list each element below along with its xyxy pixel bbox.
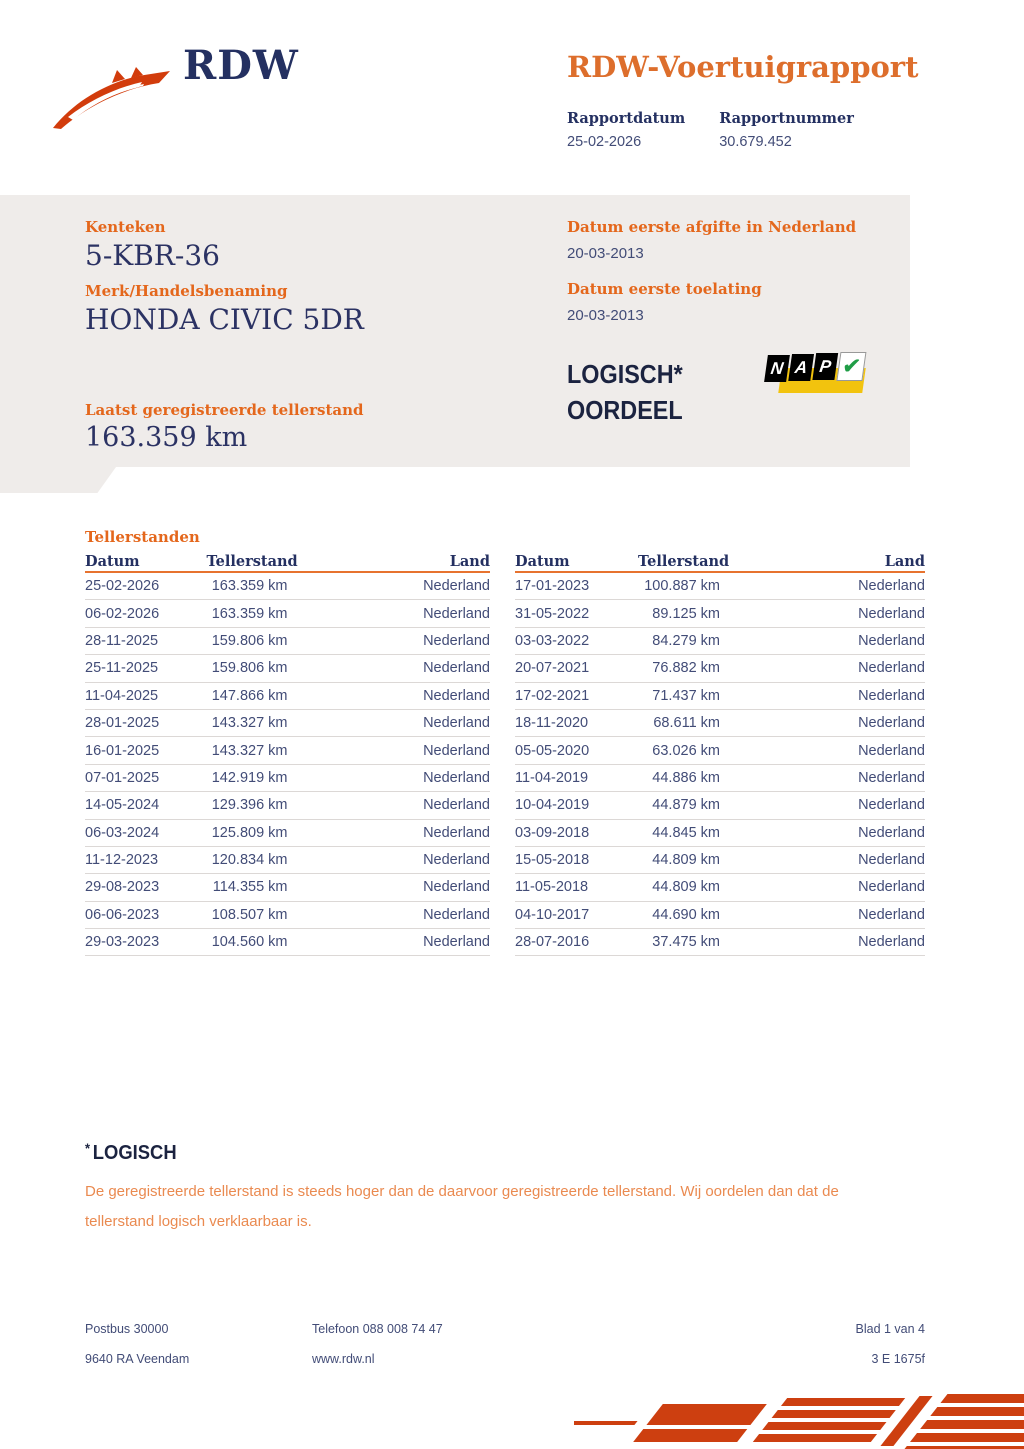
cell-land: Nederland [423, 660, 490, 677]
table-row [515, 765, 925, 792]
table-row [85, 929, 490, 956]
report-number-label: Rapportnummer [719, 110, 854, 127]
toelating-value: 20-03-2013 [567, 307, 644, 324]
cell-datum: 05-05-2020 [515, 742, 590, 759]
cell-tellerstand: 108.507 km [211, 906, 288, 923]
cell-datum: 10-04-2019 [515, 797, 590, 814]
cell-land: Nederland [423, 879, 490, 896]
cell-land: Nederland [858, 879, 925, 896]
table-row [85, 628, 490, 655]
merk-label: Merk/Handelsbenaming [85, 282, 288, 300]
table-row [85, 600, 490, 627]
toelating-label: Datum eerste toelating [567, 280, 762, 298]
table-row [515, 683, 925, 710]
cell-land: Nederland [858, 769, 925, 786]
table-row [85, 655, 490, 682]
table-row [85, 573, 490, 600]
cell-datum: 06-06-2023 [85, 906, 160, 923]
cell-datum: 06-02-2026 [85, 605, 160, 622]
cell-datum: 29-08-2023 [85, 879, 160, 896]
oordeel-line1: LOGISCH* [567, 359, 683, 389]
cell-land: Nederland [423, 852, 490, 869]
cell-tellerstand: 89.125 km [652, 605, 720, 622]
cell-tellerstand: 44.690 km [652, 906, 720, 923]
table-row [85, 874, 490, 901]
cell-datum: 25-11-2025 [85, 660, 159, 677]
cell-land: Nederland [423, 632, 490, 649]
footer-page-number: Blad 1 van 4 [855, 1322, 925, 1336]
cell-datum: 07-01-2025 [85, 769, 160, 786]
cell-land: Nederland [423, 824, 490, 841]
cell-tellerstand: 159.806 km [211, 632, 288, 649]
table-header-row [515, 551, 925, 573]
footer-city: 9640 RA Veendam [85, 1352, 190, 1366]
cell-datum: 11-04-2019 [515, 769, 589, 786]
table-row [85, 683, 490, 710]
cell-datum: 15-05-2018 [515, 852, 590, 869]
table-row [515, 655, 925, 682]
tellerstanden-section-title: Tellerstanden [85, 528, 200, 546]
column-header-land: Land [449, 552, 490, 570]
logisch-explanation [85, 1140, 905, 1237]
kenteken-label: Kenteken [85, 218, 166, 236]
cell-land: Nederland [423, 797, 490, 814]
cell-datum: 28-07-2016 [515, 934, 590, 951]
logisch-body-text [85, 1177, 905, 1237]
logisch-body-line1: De geregistreerde tellerstand is steeds hoger dan de daarvoor geregistreerde tellerstand. Wij oordelen dan dat de [85, 1183, 839, 1200]
nap-letter-n: N [764, 355, 790, 382]
stripe-dash [574, 1421, 638, 1425]
cell-datum: 06-03-2024 [85, 824, 160, 841]
cell-land: Nederland [858, 906, 925, 923]
cell-datum: 18-11-2020 [515, 715, 589, 732]
cell-datum: 16-01-2025 [85, 742, 160, 759]
rdw-logo-text: RDW [183, 42, 299, 89]
cell-tellerstand: 142.919 km [211, 769, 288, 786]
oordeel-line2: OORDEEL [567, 395, 683, 425]
footer-form-code: 3 E 1675f [871, 1352, 925, 1366]
cell-land: Nederland [423, 742, 490, 759]
report-date-label: Rapportdatum [567, 110, 686, 127]
nap-checkmark-icon: ✔ [836, 352, 866, 381]
afgifte-value: 20-03-2013 [567, 245, 644, 262]
cell-land: Nederland [858, 578, 925, 595]
column-header-tellerstand: Tellerstand [206, 552, 298, 570]
nap-letter-a: A [788, 354, 814, 381]
speed-stripes-graphic [574, 1394, 1024, 1449]
cell-land: Nederland [858, 660, 925, 677]
column-header-datum: Datum [515, 552, 570, 570]
cell-land: Nederland [858, 742, 925, 759]
table-row [85, 820, 490, 847]
vehicle-info-panel-corner [0, 467, 116, 493]
column-header-land: Land [884, 552, 925, 570]
cell-tellerstand: 76.882 km [652, 660, 720, 677]
cell-tellerstand: 44.886 km [652, 769, 720, 786]
table-row [515, 573, 925, 600]
table-row [515, 737, 925, 764]
stripe-block [633, 1404, 767, 1442]
table-row [515, 929, 925, 956]
report-date-value: 25-02-2026 [567, 134, 642, 150]
cell-tellerstand: 44.809 km [652, 879, 720, 896]
cell-tellerstand: 44.845 km [652, 824, 720, 841]
table-row [515, 600, 925, 627]
cell-tellerstand: 44.809 km [652, 852, 720, 869]
logisch-heading: * LOGISCH [85, 1140, 177, 1164]
table-row [85, 737, 490, 764]
table-row [85, 710, 490, 737]
cell-tellerstand: 71.437 km [652, 687, 720, 704]
cell-tellerstand: 159.806 km [211, 660, 288, 677]
tellerstanden-table-right [515, 551, 925, 956]
cell-datum: 28-11-2025 [85, 632, 159, 649]
cell-land: Nederland [423, 605, 490, 622]
cell-datum: 03-09-2018 [515, 824, 590, 841]
report-number-value: 30.679.452 [719, 134, 792, 150]
table-header-row [85, 551, 490, 573]
cell-tellerstand: 104.560 km [211, 934, 288, 951]
cell-datum: 04-10-2017 [515, 906, 590, 923]
table-row [85, 765, 490, 792]
nap-logo [766, 355, 866, 397]
kenteken-value: 5-KBR-36 [85, 239, 220, 272]
column-header-tellerstand: Tellerstand [638, 552, 730, 570]
merk-value: HONDA CIVIC 5DR [85, 303, 364, 336]
cell-land: Nederland [858, 797, 925, 814]
cell-tellerstand: 84.279 km [652, 632, 720, 649]
cell-tellerstand: 44.879 km [652, 797, 720, 814]
cell-datum: 28-01-2025 [85, 715, 160, 732]
cell-datum: 17-01-2023 [515, 578, 590, 595]
cell-datum: 31-05-2022 [515, 605, 590, 622]
nap-letter-p: P [812, 353, 838, 380]
table-row [515, 792, 925, 819]
cell-datum: 14-05-2024 [85, 797, 160, 814]
cell-tellerstand: 129.396 km [211, 797, 288, 814]
cell-datum: 03-03-2022 [515, 632, 590, 649]
footer-website: www.rdw.nl [312, 1352, 375, 1366]
footer-postbus: Postbus 30000 [85, 1322, 169, 1336]
cell-land: Nederland [858, 687, 925, 704]
table-row [515, 628, 925, 655]
cell-datum: 11-12-2023 [85, 852, 159, 869]
cell-land: Nederland [858, 632, 925, 649]
cell-datum: 11-04-2025 [85, 687, 159, 704]
cell-land: Nederland [858, 605, 925, 622]
cell-tellerstand: 147.866 km [211, 687, 288, 704]
page-title: RDW-Voertuigrapport [567, 50, 919, 84]
oordeel-heading [567, 356, 683, 428]
cell-datum: 29-03-2023 [85, 934, 160, 951]
cell-land: Nederland [423, 578, 490, 595]
table-row [515, 820, 925, 847]
cell-tellerstand: 63.026 km [652, 742, 720, 759]
cell-datum: 25-02-2026 [85, 578, 160, 595]
cell-tellerstand: 163.359 km [211, 605, 288, 622]
cell-land: Nederland [423, 906, 490, 923]
cell-land: Nederland [423, 769, 490, 786]
cell-land: Nederland [858, 934, 925, 951]
tellerstanden-tables [85, 551, 925, 956]
table-row [85, 792, 490, 819]
table-row [85, 902, 490, 929]
table-row [515, 710, 925, 737]
cell-tellerstand: 100.887 km [644, 578, 720, 595]
table-row [515, 902, 925, 929]
cell-tellerstand: 120.834 km [211, 852, 288, 869]
cell-datum: 20-07-2021 [515, 660, 590, 677]
cell-land: Nederland [423, 934, 490, 951]
column-header-datum: Datum [85, 552, 140, 570]
cell-tellerstand: 68.611 km [653, 715, 720, 732]
cell-tellerstand: 143.327 km [211, 715, 288, 732]
laatste-tellerstand-label: Laatst geregistreerde tellerstand [85, 401, 364, 419]
stripe-block [753, 1398, 905, 1442]
table-row [85, 847, 490, 874]
tellerstanden-table-left [85, 551, 490, 956]
afgifte-label: Datum eerste afgifte in Nederland [567, 218, 857, 236]
rdw-logo-swoosh-icon [50, 50, 176, 135]
report-meta [567, 110, 854, 150]
cell-land: Nederland [858, 715, 925, 732]
cell-tellerstand: 114.355 km [212, 879, 288, 896]
cell-land: Nederland [858, 824, 925, 841]
table-row [515, 874, 925, 901]
footnote-asterisk: * [85, 1140, 91, 1156]
footer-phone: Telefoon 088 008 74 47 [312, 1322, 443, 1336]
cell-land: Nederland [423, 715, 490, 732]
cell-land: Nederland [423, 687, 490, 704]
table-row [515, 847, 925, 874]
cell-tellerstand: 163.359 km [211, 578, 288, 595]
cell-tellerstand: 37.475 km [652, 934, 720, 951]
cell-tellerstand: 125.809 km [211, 824, 288, 841]
laatste-tellerstand-value: 163.359 km [85, 422, 248, 453]
cell-tellerstand: 143.327 km [211, 742, 288, 759]
cell-datum: 17-02-2021 [515, 687, 590, 704]
cell-datum: 11-05-2018 [515, 879, 589, 896]
logisch-body-line2: tellerstand logisch verklaarbaar is. [85, 1213, 312, 1230]
cell-land: Nederland [858, 852, 925, 869]
